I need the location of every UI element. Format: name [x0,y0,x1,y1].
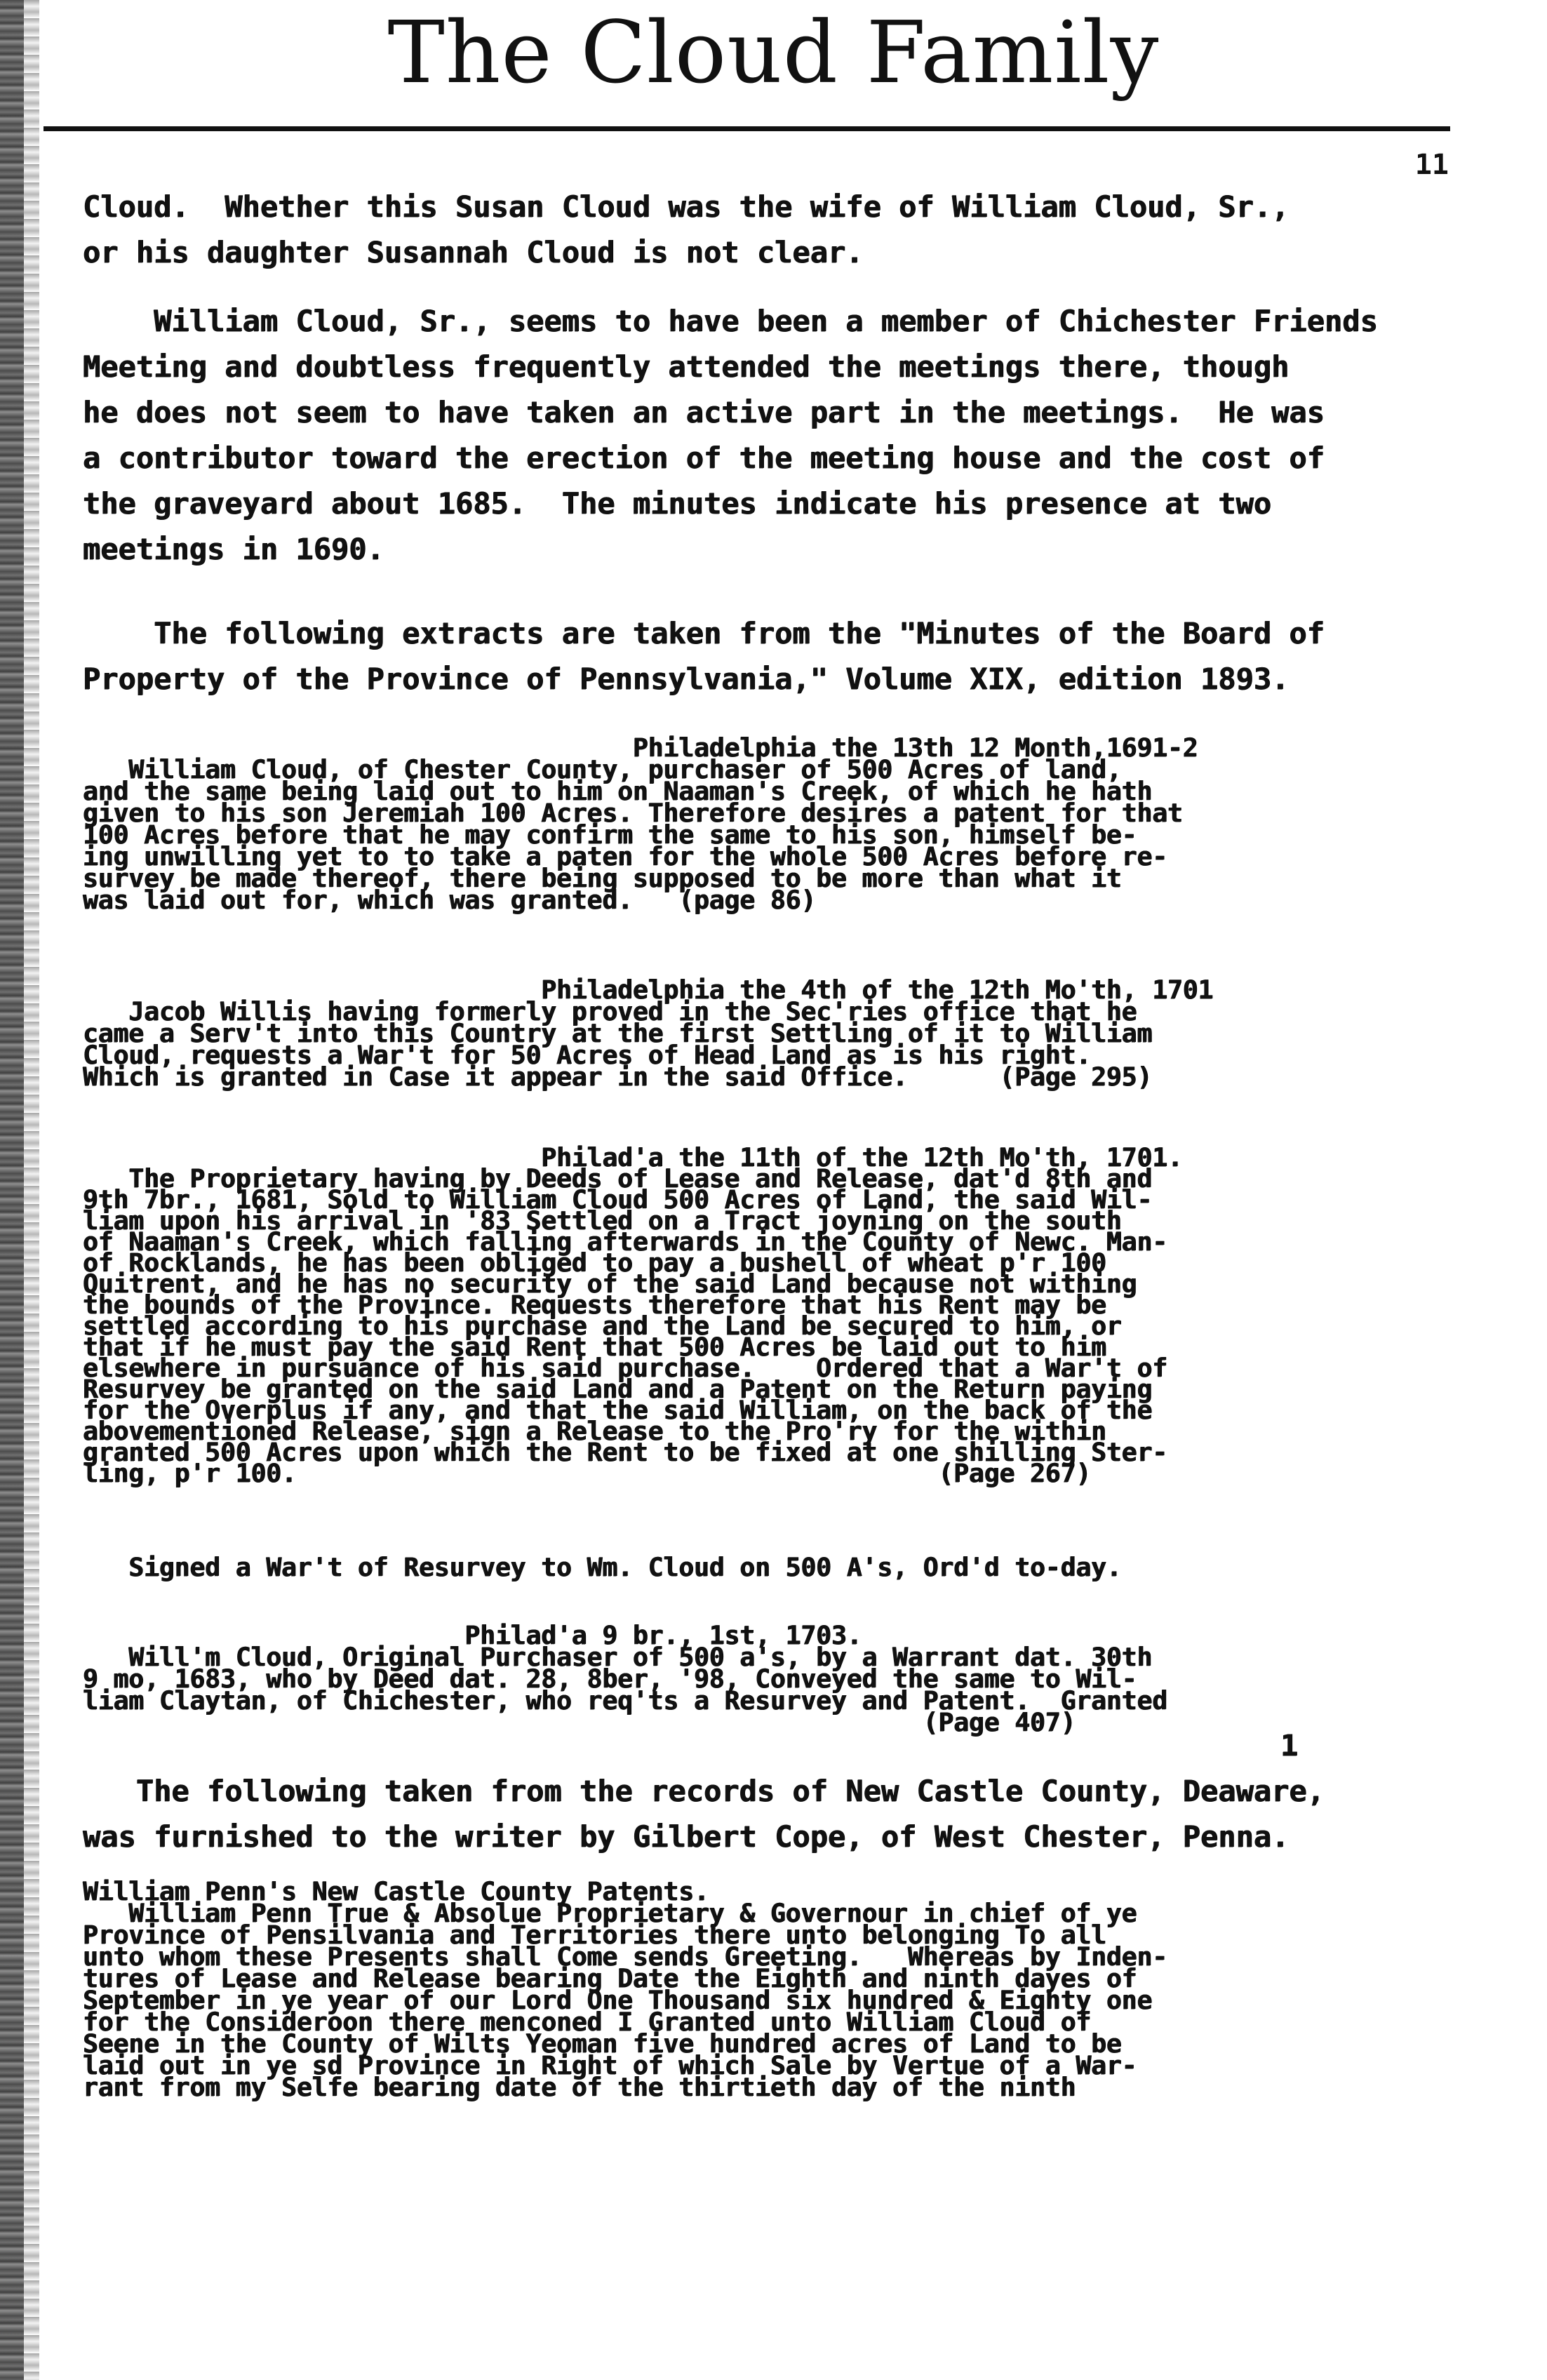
paragraph-chichester-meeting: William Cloud, Sr., seems to have been a member of Chichester Friends Meeting and doubtless frequently attended the meetings there, though he does not seem to have taken an active part in the meetings. He was a contributor toward the erection of the meeting house and the cost of the graveyard about 1685. The minutes indicate his presence at two meetings in 1690. [83,304,1378,566]
extract-1703: Philad'a 9 br., 1st, 1703. Will'm Cloud, Original Purchaser of 500 a's, by a Warrant dat. 30th 9 mo, 1683, who by Deed dat. 28, 8ber, '98, Conveyed the same to Wil- liam Claytan, of Chichester, who req'ts a Resurvey and Patent. Granted (Page 407) [83,1620,1168,1737]
signed-warrant-line: Signed a War't of Resurvey to Wm. Cloud on 500 A's, Ord'd to-day. [83,1552,1122,1582]
extract-proprietary-1701: Philad'a the 11th of the 12th Mo'th, 1701. The Proprietary having by Deeds of Lease and Release, dat'd 8th and 9th 7br., 1681, Sold to William Cloud 500 Acres of Land, the said Wil- liam upon his arrival in '83 Settled on a Tract joyning on the south of Naaman's Creek, which falling afterwards in the County of Newc. Man- of Rocklands, he has been obliged to pay a bushell of wheat p'r 100 Quitrent, and he has no security of the said Land because not withing the bounds of the Province. Requests therefore that his Rent may be settled according to his purchase and the Land be secured to him, or that if he must pay the said Rent that 500 Acres be laid out to him elsewhere in pursuance of his said purchase. Ordered that a War't of Resurvey be granted on the said Land and a Patent on the Return paying for the Overplus if any, and that the said William, on the back of the abovementioned Release, sign a Release to the Pro'ry for the within granted 500 Acres upon which the Rent to be fixed at one shilling Ster- ling, p'r 100. (Page 267) [83,1142,1183,1488]
paragraph-susan-cloud: Cloud. Whether this Susan Cloud was the wife of William Cloud, Sr., or his daughter Susannah Cloud is not clear. [83,189,1290,269]
footnote-mark: 1 [1280,1728,1299,1763]
header-divider [43,126,1450,131]
penn-patent-text: William Penn's New Castle County Patents. William Penn True & Absolue Proprietary & Governour in chief of ye Province of Pensilvania and Territories there unto belonging To all unto whom these Presents shall Come sends Greeting. Whereas by Inden- tures of Lease and Release bearing Date the Eighth and ninth dayes of September in ye year of our Lord One Thousand six hundred & Eighty one for the Consideroon there menconed I Granted unto William Cloud of Seene in the County of Wilts Yeoman five hundred acres of Land to be laid out in ye sd Province in Right of which Sale by Vertue of a War- rant from my Selfe bearing date of the thirtieth day of the ninth [83,1876,1168,2102]
page-number: 11 [1414,149,1449,181]
scan-edge-shadow [0,0,24,2380]
paragraph-minutes-intro: The following extracts are taken from the "Minutes of the Board of Property of the Province of Pennsylvania," Volume XIX, edition 1893. [83,616,1325,696]
scan-edge-noise [24,0,39,2380]
page-title: The Cloud Family [387,3,1160,102]
extract-1691: Philadelphia the 13th 12 Month,1691-2 William Cloud, of Chester County, purchaser of 500 Acres of land, and the same being laid out to him on Naaman's Creek, of which he hath given to his son Jeremiah 100 Acres. Therefore desires a patent for that 100 Acres before that he may confirm the same to his son, himself be- ing unwilling yet to to take a paten for the whole 500 Acres before re- survey be made thereof, there being supposed to be more than what it was laid out for, which was granted. (page 86) [83,733,1198,915]
extract-jacob-willis: Philadelphia the 4th of the 12th Mo'th, 1701 Jacob Willis having formerly proved in the Sec'ries office that he came a Serv't into this Country at the first Settling of it to William Cloud, requests a War't for 50 Acres of Head Land as is his right. Which is granted in Case it appear in the said Office. (Page 295) [83,975,1214,1092]
paragraph-new-castle-records: The following taken from the records of New Castle County, Deaware, was furnished to the writer by Gilbert Cope, of West Chester, Penna. [83,1774,1325,1854]
